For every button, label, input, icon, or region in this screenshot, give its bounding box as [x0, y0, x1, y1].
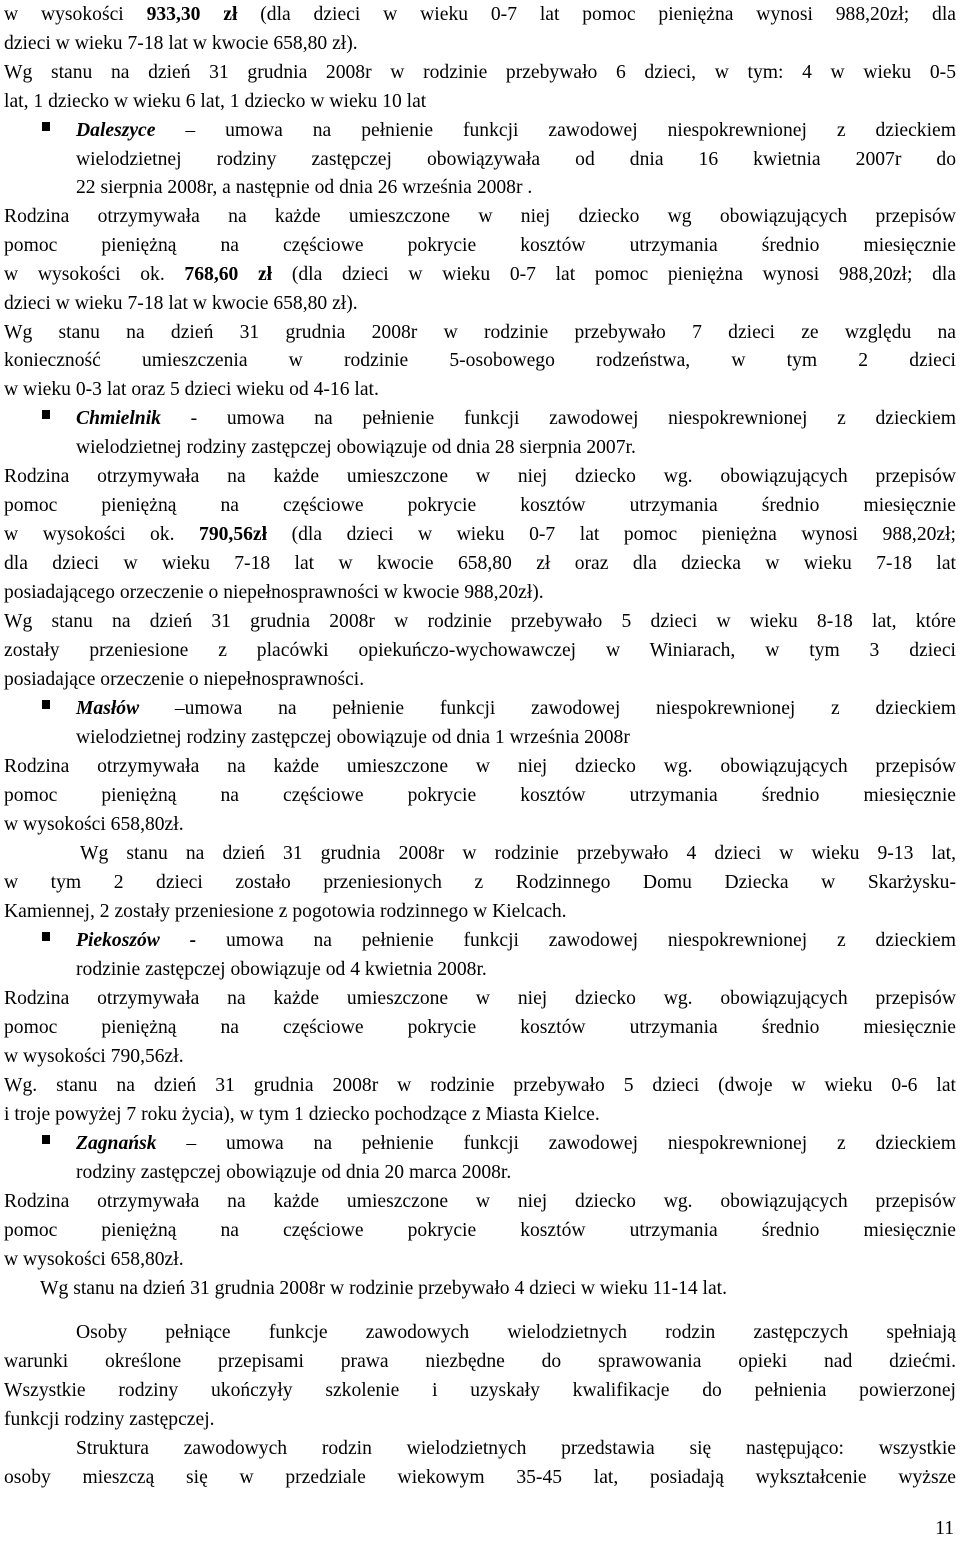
text-run: zostały przeniesione z placówki opiekuńczo-wychowawczej w Winiarach, w tym 3 dzieci — [4, 640, 956, 661]
bullet-marker — [42, 700, 50, 709]
text-run: w wysokości 790,56zł. — [4, 1046, 184, 1067]
text-line — [4, 868, 956, 898]
text-line — [76, 173, 956, 203]
text-line — [4, 0, 956, 30]
text-run: warunki określone przepisami prawa niezbędne do sprawowania opieki nad dziećmi. — [4, 1351, 956, 1372]
place-name: Chmielnik — [76, 408, 161, 429]
text-line — [4, 87, 956, 117]
text-run: wielodzietnej rodziny zastępczej obowiązuje od dnia 28 sierpnia 2007r. — [76, 437, 636, 458]
text-run: pomoc pieniężną na częściowe pokrycie kosztów utrzymania średnio miesięcznie — [4, 785, 956, 806]
text-line — [4, 462, 956, 492]
text-run: w wysokości ok. — [4, 264, 185, 285]
place-name: Zagnańsk — [76, 1133, 157, 1154]
text-line — [4, 636, 956, 666]
text-run: Rodzina otrzymywała na każde umieszczone w niej dziecko wg. obowiązujących przepisów — [4, 988, 956, 1009]
text-line — [76, 955, 956, 985]
text-line — [76, 926, 956, 956]
text-run: lat, 1 dziecko w wieku 6 lat, 1 dziecko w wieku 10 lat — [4, 91, 427, 112]
text-run: rodzinie zastępczej obowiązuje od 4 kwietnia 2008r. — [76, 959, 487, 980]
text-run: – umowa na pełnienie funkcji zawodowej niespokrewnionej z dzieckiem — [156, 1133, 956, 1154]
text-line — [4, 289, 956, 319]
text-run: wielodzietnej rodziny zastępczej obowiązywała od dnia 16 kwietnia 2007r do — [76, 149, 956, 170]
text-line — [76, 145, 956, 175]
amount-text: 933,30 zł — [146, 4, 238, 25]
bullet-marker — [42, 410, 50, 419]
text-line — [4, 897, 956, 927]
text-run: - umowa na pełnienie funkcji zawodowej niespokrewnionej z dzieckiem — [160, 408, 956, 429]
text-line — [76, 433, 956, 463]
text-line — [4, 752, 956, 782]
text-run: Rodzina otrzymywała na każde umieszczone w niej dziecko wg obowiązujących przepisów — [4, 206, 956, 227]
place-name: Piekoszów - — [76, 930, 197, 951]
text-run: konieczność umieszczenia w rodzinie 5-osobowego rodzeństwa, w tym 2 dzieci — [4, 350, 956, 371]
text-line — [4, 1376, 956, 1406]
text-run: Wg stanu na dzień 31 grudnia 2008r w rodzinie przebywało 4 dzieci w wieku 11-14 lat. — [40, 1278, 728, 1299]
text-line — [4, 1100, 956, 1130]
text-line — [4, 260, 956, 290]
text-line — [4, 1463, 956, 1493]
text-run: w wieku 0-3 lat oraz 5 dzieci wieku od 4-16 lat. — [4, 379, 379, 400]
text-run: funkcji rodziny zastępczej. — [4, 1409, 215, 1430]
text-run: dzieci w wieku 7-18 lat w kwocie 658,80 zł). — [4, 33, 358, 54]
text-run: dla dzieci w wieku 7-18 lat w kwocie 658,80 zł oraz dla dziecka w wieku 7-18 lat — [4, 553, 956, 574]
text-run: w wysokości 658,80zł. — [4, 1249, 184, 1270]
text-line — [4, 29, 956, 59]
place-name: Masłów — [76, 698, 140, 719]
text-line — [4, 1347, 956, 1377]
amount-text: 790,56zł — [199, 524, 268, 545]
text-line — [76, 404, 956, 434]
bullet-marker — [42, 122, 50, 131]
text-run: rodziny zastępczej obowiązuje od dnia 20 marca 2008r. — [76, 1162, 512, 1183]
text-line — [4, 1245, 956, 1275]
page-number: 11 — [935, 1518, 954, 1539]
text-line — [4, 1013, 956, 1043]
text-run: (dla dzieci w wieku 0-7 lat pomoc pieniężna wynosi 988,20zł; — [267, 524, 956, 545]
text-run: Rodzina otrzymywała na każde umieszczone w niej dziecko wg. obowiązujących przepisów — [4, 466, 956, 487]
text-line — [4, 1042, 956, 1072]
text-run: wielodzietnej rodziny zastępczej obowiązuje od dnia 1 września 2008r — [76, 727, 630, 748]
text-run: pomoc pieniężną na częściowe pokrycie kosztów utrzymania średnio miesięcznie — [4, 1220, 956, 1241]
text-line — [4, 549, 956, 579]
amount-text: 768,60 zł — [184, 264, 273, 285]
text-run: osoby mieszczą się w przedziale wiekowym 35-45 lat, posiadają wykształcenie wyższe — [4, 1467, 956, 1488]
text-line — [4, 346, 956, 376]
text-run: w wysokości — [4, 4, 147, 25]
text-run: w wysokości 658,80zł. — [4, 814, 184, 835]
text-run: 22 sierpnia 2008r, a następnie od dnia 26 września 2008r . — [76, 177, 533, 198]
text-line — [76, 1318, 956, 1348]
text-run: w tym 2 dzieci zostało przeniesionych z Rodzinnego Domu Dziecka w Skarżysku- — [4, 872, 956, 893]
text-run: umowa na pełnienie funkcji zawodowej niespokrewnionej z dzieckiem — [196, 930, 956, 951]
text-line — [4, 318, 956, 348]
text-run: posiadającego orzeczenie o niepełnosprawności w kwocie 988,20zł). — [4, 582, 544, 603]
text-run: posiadające orzeczenie o niepełnosprawności. — [4, 669, 365, 690]
text-line — [80, 839, 956, 869]
text-line — [4, 1405, 956, 1435]
text-run: Rodzina otrzymywała na każde umieszczone w niej dziecko wg. obowiązujących przepisów — [4, 756, 956, 777]
text-run: Wg stanu na dzień 31 grudnia 2008r w rodzinie przebywało 7 dzieci ze względu na — [4, 322, 956, 343]
text-line — [76, 116, 956, 146]
text-run: Struktura zawodowych rodzin wielodzietnych przedstawia się następująco: wszystkie — [76, 1438, 956, 1459]
text-line — [76, 723, 956, 753]
text-run: Wg stanu na dzień 31 grudnia 2008r w rodzinie przebywało 5 dzieci w wieku 8-18 lat, które — [4, 611, 956, 632]
text-run: pomoc pieniężną na częściowe pokrycie kosztów utrzymania średnio miesięcznie — [4, 1017, 956, 1038]
text-run: (dla dzieci w wieku 0-7 lat pomoc pieniężna wynosi 988,20zł; dla — [237, 4, 956, 25]
text-run: – umowa na pełnienie funkcji zawodowej niespokrewnionej z dzieckiem — [155, 120, 956, 141]
text-run: pomoc pieniężną na częściowe pokrycie kosztów utrzymania średnio miesięcznie — [4, 495, 956, 516]
text-line — [4, 58, 956, 88]
text-line — [4, 375, 956, 405]
text-run: Wg stanu na dzień 31 grudnia 2008r w rodzinie przebywało 6 dzieci, w tym: 4 w wieku 0-5 — [4, 62, 956, 83]
text-line — [4, 984, 956, 1014]
text-line — [40, 1274, 956, 1304]
text-line — [4, 231, 956, 261]
text-run: Rodzina otrzymywała na każde umieszczone w niej dziecko wg. obowiązujących przepisów — [4, 1191, 956, 1212]
text-run: (dla dzieci w wieku 0-7 lat pomoc pieniężna wynosi 988,20zł; dla — [272, 264, 957, 285]
text-line — [4, 1216, 956, 1246]
text-run: Osoby pełniące funkcje zawodowych wielodzietnych rodzin zastępczych spełniają — [76, 1322, 956, 1343]
text-line — [76, 1434, 956, 1464]
text-line — [4, 781, 956, 811]
text-line — [4, 578, 956, 608]
text-run: Kamiennej, 2 zostały przeniesione z pogotowia rodzinnego w Kielcach. — [4, 901, 567, 922]
text-line — [76, 1158, 956, 1188]
text-line — [76, 1129, 956, 1159]
text-line — [4, 810, 956, 840]
bullet-marker — [42, 932, 50, 941]
text-line — [4, 1187, 956, 1217]
text-line — [4, 202, 956, 232]
text-run: Wg. stanu na dzień 31 grudnia 2008r w rodzinie przebywało 5 dzieci (dwoje w wieku 0-6 lat — [4, 1075, 956, 1096]
text-run: Wg stanu na dzień 31 grudnia 2008r w rodzinie przebywało 4 dzieci w wieku 9-13 lat, — [80, 843, 956, 864]
text-line — [4, 520, 956, 550]
text-run: –umowa na pełnienie funkcji zawodowej niespokrewnionej z dzieckiem — [139, 698, 956, 719]
text-run: pomoc pieniężną na częściowe pokrycie kosztów utrzymania średnio miesięcznie — [4, 235, 956, 256]
text-run: i troje powyżej 7 roku życia), w tym 1 dziecko pochodzące z Miasta Kielce. — [4, 1104, 600, 1125]
text-line — [4, 607, 956, 637]
place-name: Daleszyce — [76, 120, 156, 141]
text-run: Wszystkie rodziny ukończyły szkolenie i uzyskały kwalifikacje do pełnienia powierzonej — [4, 1380, 956, 1401]
text-line — [76, 694, 956, 724]
text-run: w wysokości ok. — [4, 524, 200, 545]
text-line — [4, 491, 956, 521]
text-run: dzieci w wieku 7-18 lat w kwocie 658,80 zł). — [4, 293, 358, 314]
text-line — [4, 1071, 956, 1101]
text-line — [4, 665, 956, 695]
bullet-marker — [42, 1135, 50, 1144]
